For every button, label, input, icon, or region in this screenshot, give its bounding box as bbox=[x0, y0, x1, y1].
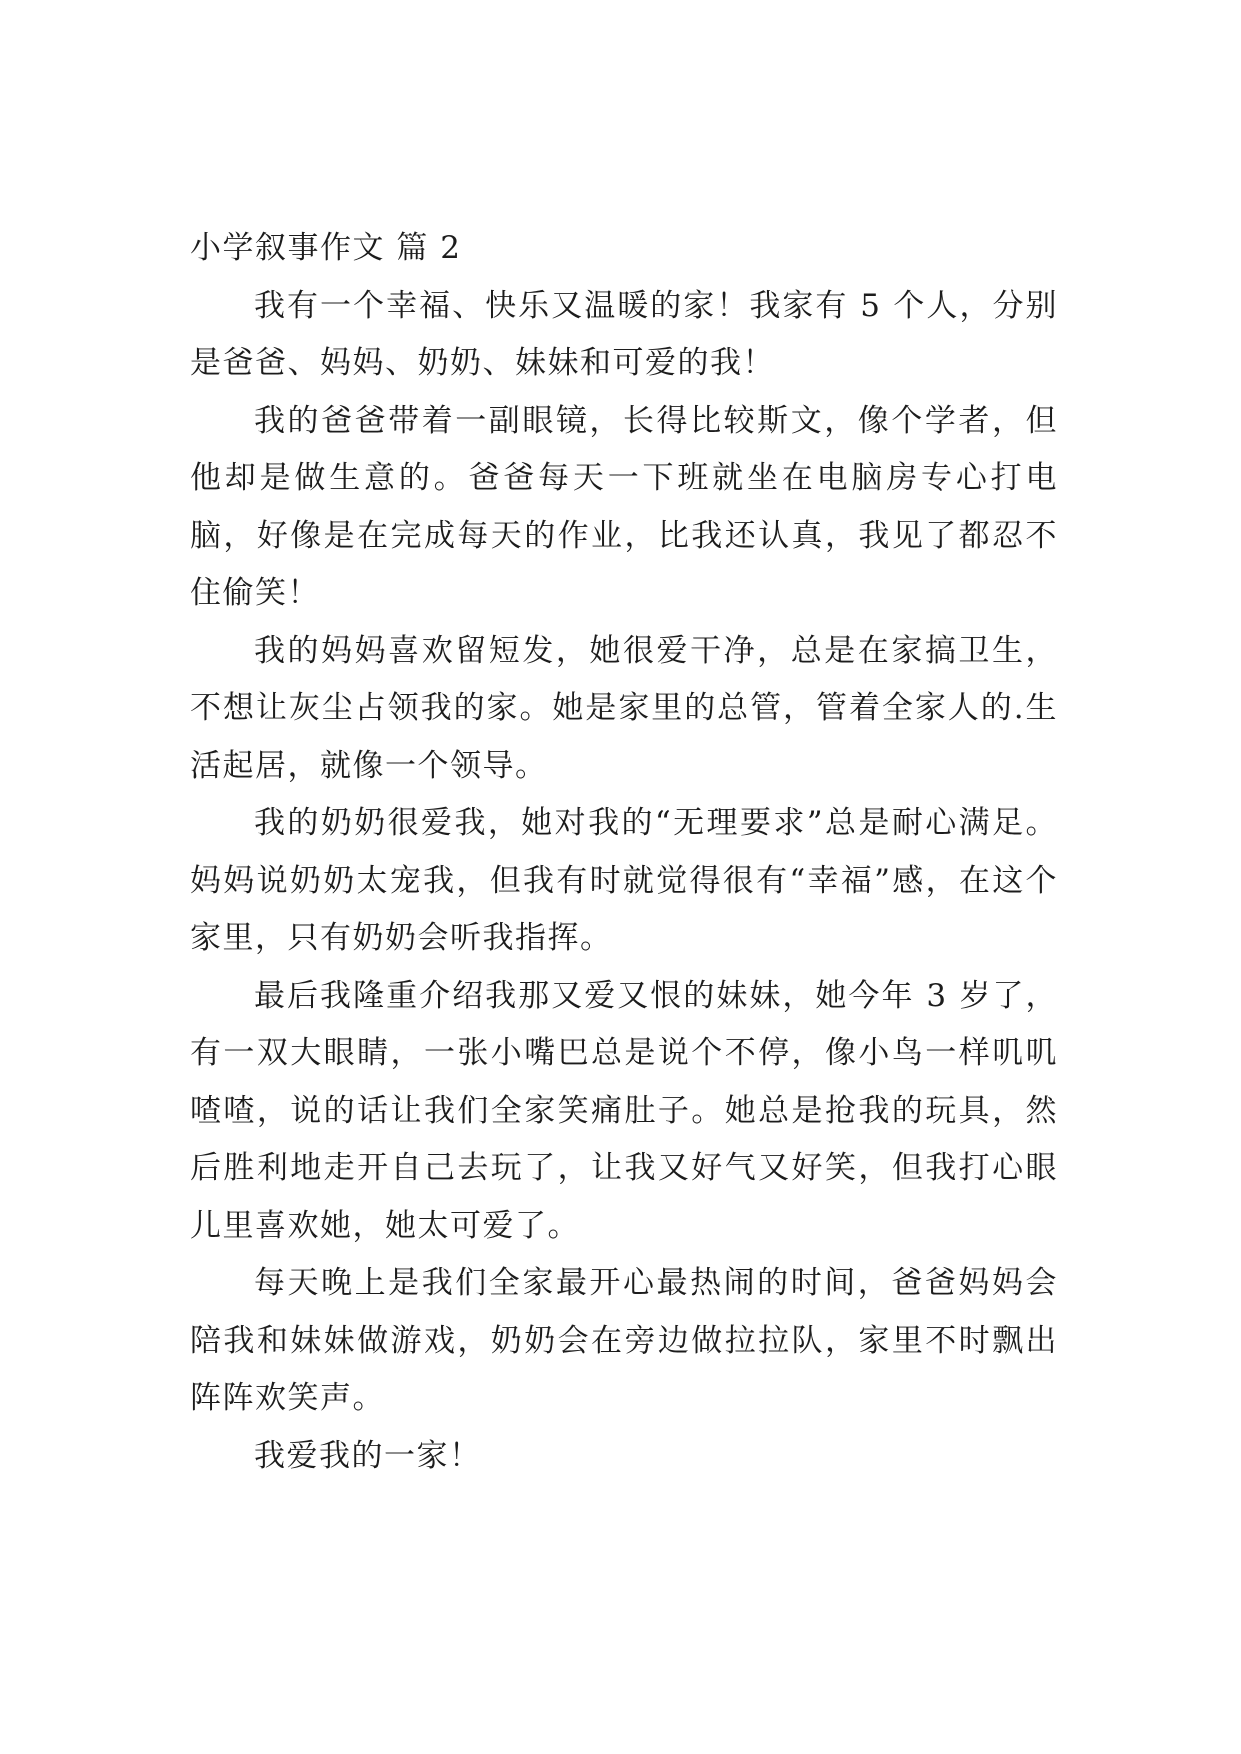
paragraph-6: 每天晚上是我们全家最开心最热闹的时间，爸爸妈妈会陪我和妹妹做游戏，奶奶会在旁边做拉拉队，家里不时飘出阵阵欢笑声。 bbox=[190, 1265, 1058, 1416]
paragraph-7: 我爱我的一家！ bbox=[254, 1437, 482, 1474]
paragraph-3: 我的妈妈喜欢留短发，她很爱干净，总是在家搞卫生，不想让灰尘占领我的家。她是家里的总管，管着全家人的.生活起居，就像一个领导。 bbox=[190, 632, 1058, 784]
document-title: 小学叙事作文 篇 2 bbox=[190, 230, 462, 266]
paragraph-1: 我有一个幸福、快乐又温暖的家！我家有 5 个人，分别是爸爸、妈妈、奶奶、妹妹和可爱的我！ bbox=[190, 287, 1058, 381]
document-body bbox=[190, 220, 1058, 1485]
paragraph-4: 我的奶奶很爱我，她对我的“无理要求”总是耐心满足。妈妈说奶奶太宠我，但我有时就觉得很有“幸福”感，在这个家里，只有奶奶会听我指挥。 bbox=[190, 805, 1058, 956]
paragraph-2: 我的爸爸带着一副眼镜，长得比较斯文，像个学者，但他却是做生意的。爸爸每天一下班就坐在电脑房专心打电脑，好像是在完成每天的作业，比我还认真，我见了都忍不住偷笑！ bbox=[190, 402, 1058, 611]
paragraph-5: 最后我隆重介绍我那又爱又恨的妹妹，她今年 3 岁了，有一双大眼睛，一张小嘴巴总是说个不停，像小鸟一样叽叽喳喳，说的话让我们全家笑痛肚子。她总是抢我的玩具，然后胜利地走开自己去玩了，让我又好气又好笑，但我打心眼儿里喜欢她，她太可爱了。 bbox=[190, 977, 1058, 1244]
